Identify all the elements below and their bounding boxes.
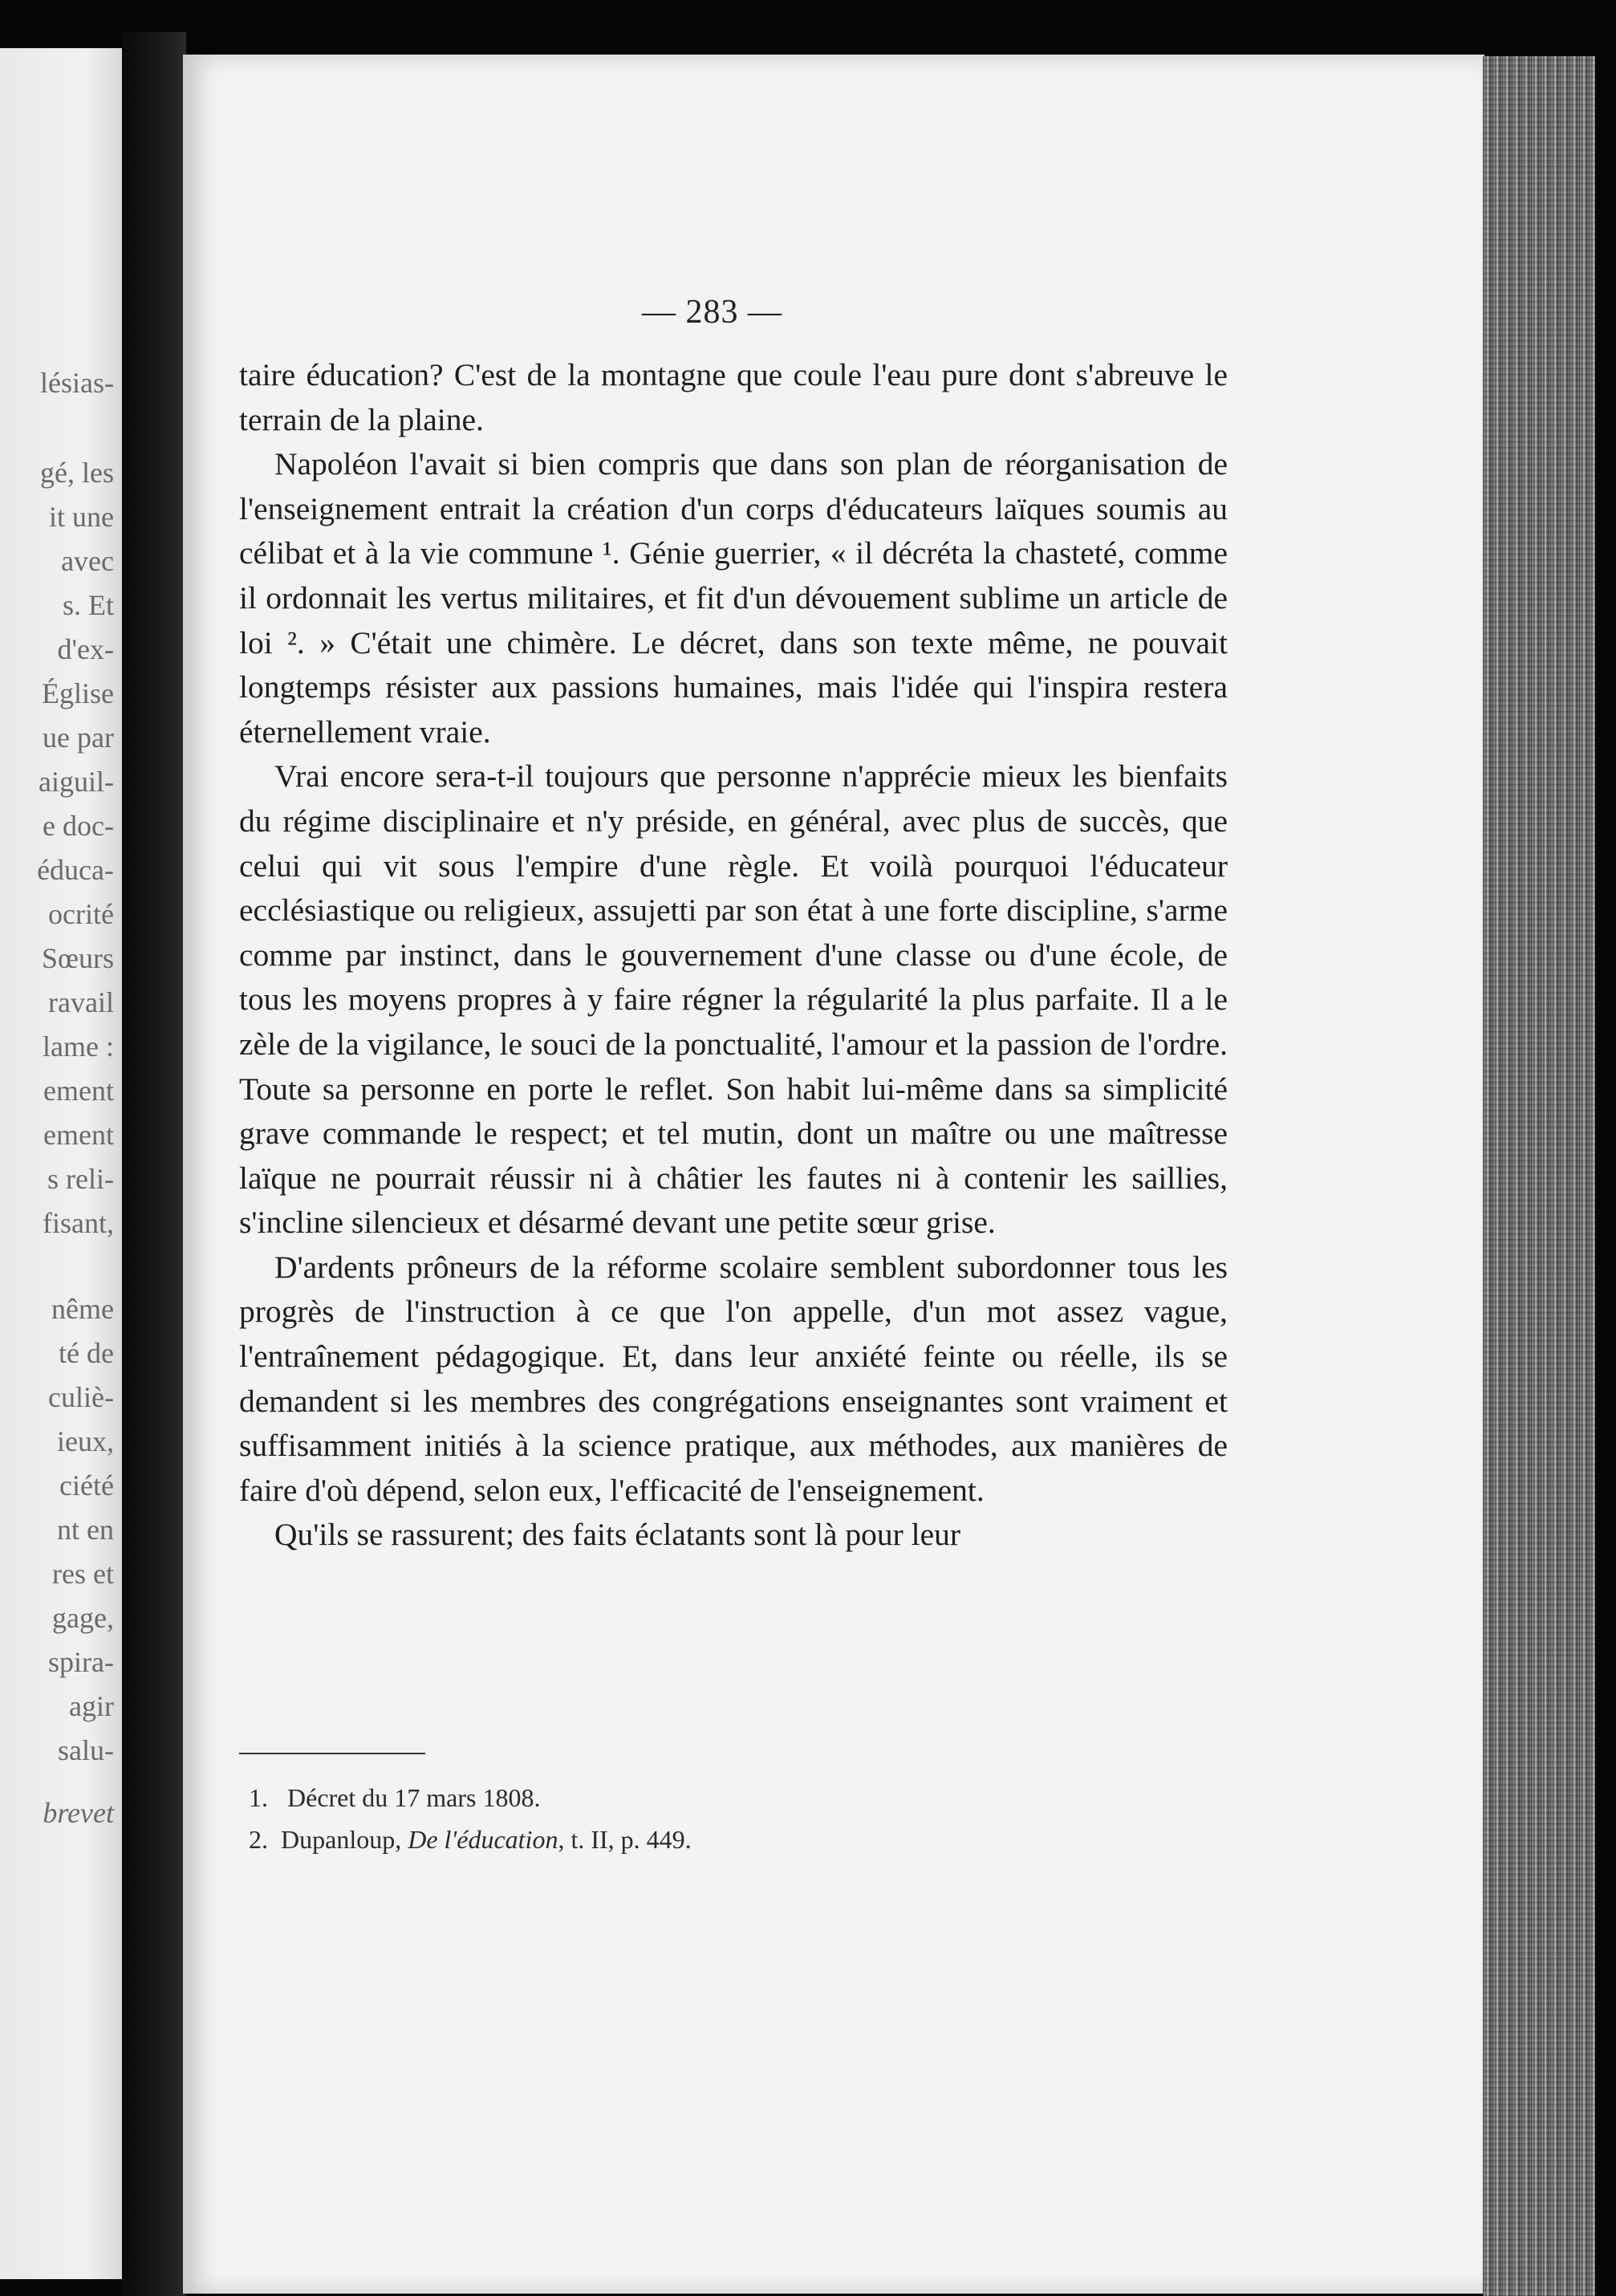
left-page-fragment: lésias-	[40, 367, 114, 399]
left-page-fragment: brevet	[43, 1797, 114, 1829]
body-text	[239, 353, 1228, 1558]
left-page-fragment: té de	[59, 1337, 114, 1369]
left-page-fragment: s. Et	[62, 589, 114, 621]
left-page-fragment: aiguil-	[39, 766, 114, 798]
footnote-text: Décret du 17 mars 1808.	[287, 1783, 541, 1812]
footnote	[249, 1777, 692, 1819]
footnote-number: 2.	[249, 1825, 268, 1854]
left-page-fragment: res et	[52, 1558, 114, 1590]
paragraph: D'ardents prôneurs de la réforme scolaire semblent subordonner tous les progrès de l'instruction à ce que l'on appelle, d'un mot assez vague, l'entraînement pédagogique. Et, dans leur anxiété feinte ou réelle, ils se demandent si les membres des congrégations enseignantes sont vraiment et suffisamment initiés à la science pratique, aux méthodes, aux manières de faire d'où dépend, selon eux, l'efficacité de l'enseignement.	[239, 1249, 1228, 1508]
paragraph: Vrai encore sera-t-il toujours que personne n'apprécie mieux les bienfaits du régime disciplinaire et n'y préside, en général, avec plus de succès, que celui qui vit sous l'empire d'une règle. Et voilà pourquoi l'éducateur ecclésiastique ou religieux, assujetti par son état à une forte discipline, s'arme comme par instinct, dans le gouvernement d'une classe ou d'une école, de tous les moyens propres à y faire régner la régularité la plus parfaite. Il a le zèle de la vigilance, le souci de la ponctualité, l'amour et la passion de l'ordre. Toute sa personne en porte le reflet. Son habit lui-même dans sa simplicité grave commande le respect; et tel mutin, dont un maître ou une maîtresse laïque ne pourrait réussir ni à châtier les fautes ni à contenir les saillies, s'incline silencieux et désarmé devant une petite sœur grise.	[239, 758, 1228, 1241]
footnote-number: 1.	[249, 1783, 268, 1812]
left-page-fragment: e doc-	[43, 810, 114, 842]
adjacent-left-page	[0, 48, 122, 2279]
left-page-fragment: ciété	[59, 1469, 114, 1502]
left-page-fragment: Sœurs	[41, 942, 114, 974]
footnote	[249, 1819, 692, 1860]
left-page-fragment: agir	[69, 1690, 114, 1722]
footnote-book-title: De l'éducation	[408, 1825, 558, 1854]
left-page-fragment: salu-	[58, 1734, 114, 1766]
left-page-fragment: ement	[43, 1075, 114, 1107]
left-page-fragment: lame :	[43, 1030, 114, 1063]
left-page-fragment: fisant,	[43, 1207, 114, 1239]
footnotes	[249, 1777, 692, 1860]
left-page-fragment: nême	[51, 1293, 114, 1325]
left-page-fragment: gage,	[52, 1602, 114, 1634]
page-number: — 283 —	[642, 294, 782, 331]
left-page-fragment: spira-	[48, 1646, 114, 1678]
left-page-fragment: ement	[43, 1119, 114, 1151]
left-page-fragment: éduca-	[37, 854, 114, 886]
paragraph: Qu'ils se rassurent; des faits éclatants sont là pour leur	[274, 1517, 961, 1553]
left-page-fragment: s reli-	[47, 1163, 114, 1195]
left-page-fragment: gé, les	[40, 457, 114, 489]
left-page-fragment: d'ex-	[57, 633, 114, 665]
left-page-fragment: nt en	[57, 1514, 114, 1546]
paragraph: Napoléon l'avait si bien compris que dans son plan de réorganisation de l'enseignement entrait la création d'un corps d'éducateurs laïques soumis au célibat et à la vie commune ¹. Génie guerrier, « il décréta la chasteté, comme il ordonnait les vertus militaires, et fit d'un dévouement sublime un article de loi ². » C'était une chimère. Le décret, dans son texte même, ne pouvait longtemps résister aux passions humaines, mais l'idée qui l'inspira restera éternellement vraie.	[239, 446, 1228, 750]
footnote-text: Dupanloup,	[281, 1825, 408, 1854]
page-edges	[1483, 56, 1595, 2296]
left-page-fragment: it une	[49, 501, 114, 533]
paragraph: taire éducation? C'est de la montagne que coule l'eau pure dont s'abreuve le terrain de la plaine.	[239, 357, 1228, 437]
left-page-fragment: ravail	[48, 986, 114, 1018]
left-page-fragment: avec	[61, 545, 114, 577]
footnote-text: , t. II, p. 449.	[558, 1825, 692, 1854]
left-page-fragment: Église	[42, 677, 114, 709]
left-page-fragment: ue par	[43, 721, 114, 754]
book-gutter	[122, 32, 186, 2296]
left-page-fragment: ieux,	[57, 1425, 114, 1457]
left-page-fragment: ocrité	[48, 898, 114, 930]
left-page-fragment: culiè-	[48, 1381, 114, 1413]
footnote-divider	[239, 1753, 425, 1754]
